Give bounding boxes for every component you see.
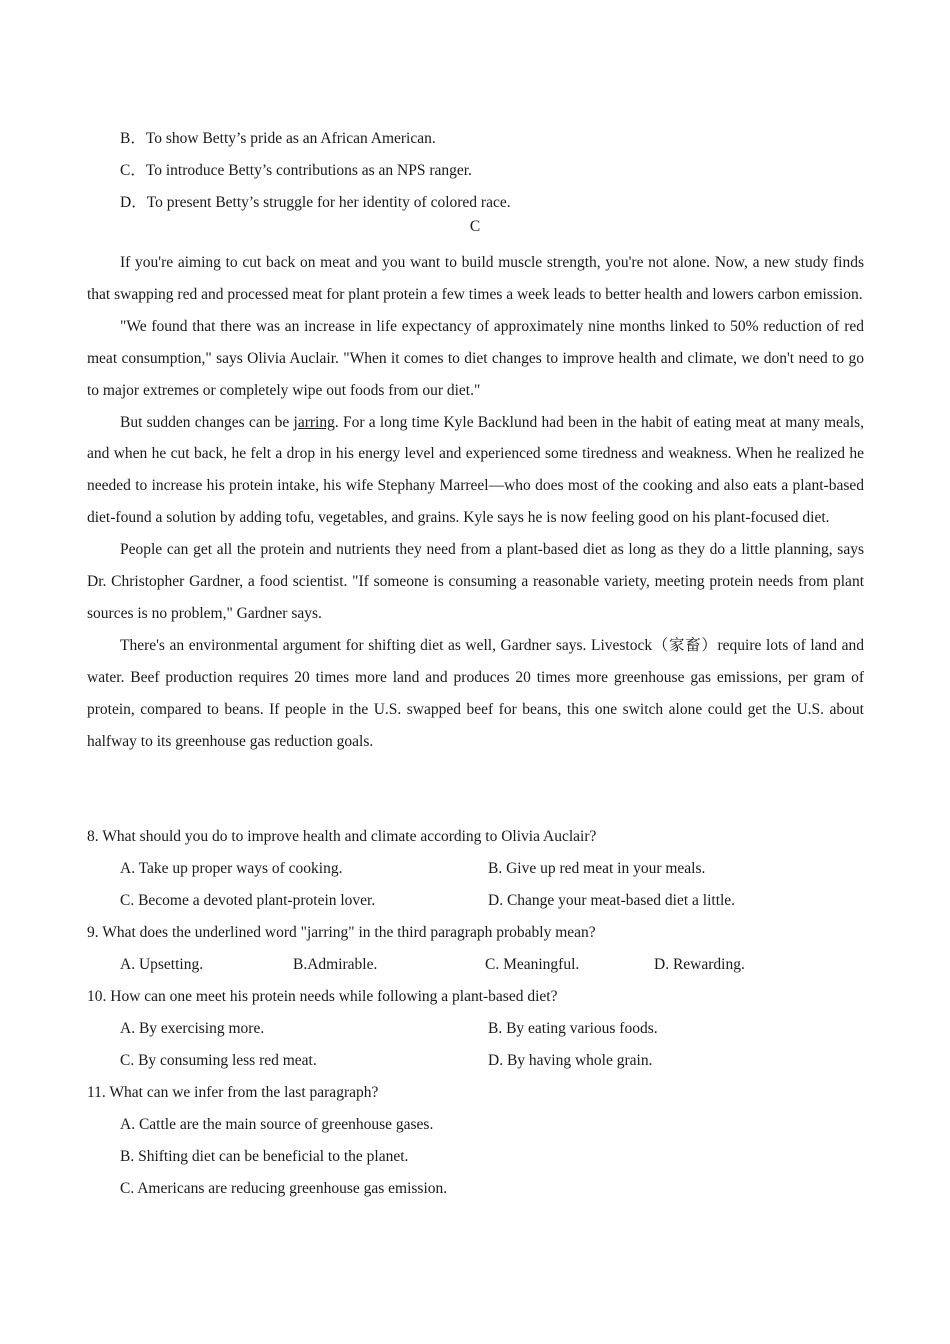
q10-option-c: C. By consuming less red meat.	[120, 1052, 317, 1069]
question-8-stem: 8. What should you do to improve health and climate according to Olivia Auclair?	[87, 828, 597, 845]
q8-option-c: C. Become a devoted plant-protein lover.	[120, 892, 376, 909]
passage-paragraph-5: There's an environmental argument for shifting diet as well, Gardner says. Livestock（家畜）require lots of land and water. Beef production requires 20 times more land and produces 20 times more greenhouse gas emissions, per gram of protein, compared to beans. If people in the U.S. swapped beef for beans, this one switch alone could get the U.S. about halfway to its greenhouse gas reduction goals.	[87, 636, 864, 750]
question-10-stem: 10. How can one meet his protein needs while following a plant-based diet?	[87, 988, 558, 1005]
passage-paragraph-1: If you're aiming to cut back on meat and you want to build muscle strength, you're not alone. Now, a new study finds that swapping red and processed meat for plant protein a few times a week leads to better health and lowers carbon emission.	[87, 254, 864, 303]
passage	[87, 247, 864, 758]
question-9-stem: 9. What does the underlined word "jarring" in the third paragraph probably mean?	[87, 924, 596, 941]
q9-option-c: C. Meaningful.	[485, 956, 580, 973]
option-c: C．To introduce Betty’s contributions as an NPS ranger.	[120, 162, 472, 179]
q9-option-d: D. Rewarding.	[654, 956, 745, 973]
passage-paragraph-4: People can get all the protein and nutrients they need from a plant-based diet as long as they do a little planning, says Dr. Christopher Gardner, a food scientist. "If someone is consuming a reasonable variety, meeting protein needs from plant sources is no problem," Gardner says.	[87, 541, 864, 622]
p3-after: . For a long time Kyle Backlund had been in the habit of eating meat at many meals, and when he cut back, he felt a drop in his energy level and experienced some tiredness and weakness. When he realized he needed to increase his protein intake, his wife Stephany Marreel—who does most of the cooking and also eats a plant-based diet-found a solution by adding tofu, vegetables, and grains. Kyle says he is now feeling good on his plant-focused diet.	[87, 413, 864, 527]
q8-option-d: D. Change your meat-based diet a little.	[488, 892, 736, 909]
q8-option-b: B. Give up red meat in your meals.	[488, 860, 706, 877]
passage-paragraph-2: "We found that there was an increase in life expectancy of approximately nine months linked to 50% reduction of red meat consumption," says Olivia Auclair. "When it comes to diet changes to improve health and climate, we don't need to go to major extremes or completely wipe out foods from our diet."	[87, 317, 864, 399]
passage-paragraph-3	[87, 407, 864, 535]
section-label: C	[469, 218, 481, 235]
q11-option-a: A. Cattle are the main source of greenhouse gases.	[120, 1116, 434, 1133]
question-11-stem: 11. What can we infer from the last paragraph?	[87, 1084, 379, 1101]
p3-before: But sudden changes can be	[120, 413, 294, 431]
q11-option-c: C. Americans are reducing greenhouse gas emission.	[120, 1180, 448, 1197]
q10-option-b: B. By eating various foods.	[488, 1020, 658, 1037]
q10-option-a: A. By exercising more.	[120, 1020, 265, 1037]
underlined-word: jarring	[293, 413, 335, 431]
option-b: B．To show Betty’s pride as an African American.	[120, 130, 436, 147]
q11-option-b: B. Shifting diet can be beneficial to the planet.	[120, 1148, 409, 1165]
option-d: D．To present Betty’s struggle for her identity of colored race.	[120, 194, 511, 211]
q9-option-b: B.Admirable.	[293, 956, 378, 973]
q8-option-a: A. Take up proper ways of cooking.	[120, 860, 343, 877]
q10-option-d: D. By having whole grain.	[488, 1052, 653, 1069]
q9-option-a: A. Upsetting.	[120, 956, 204, 973]
